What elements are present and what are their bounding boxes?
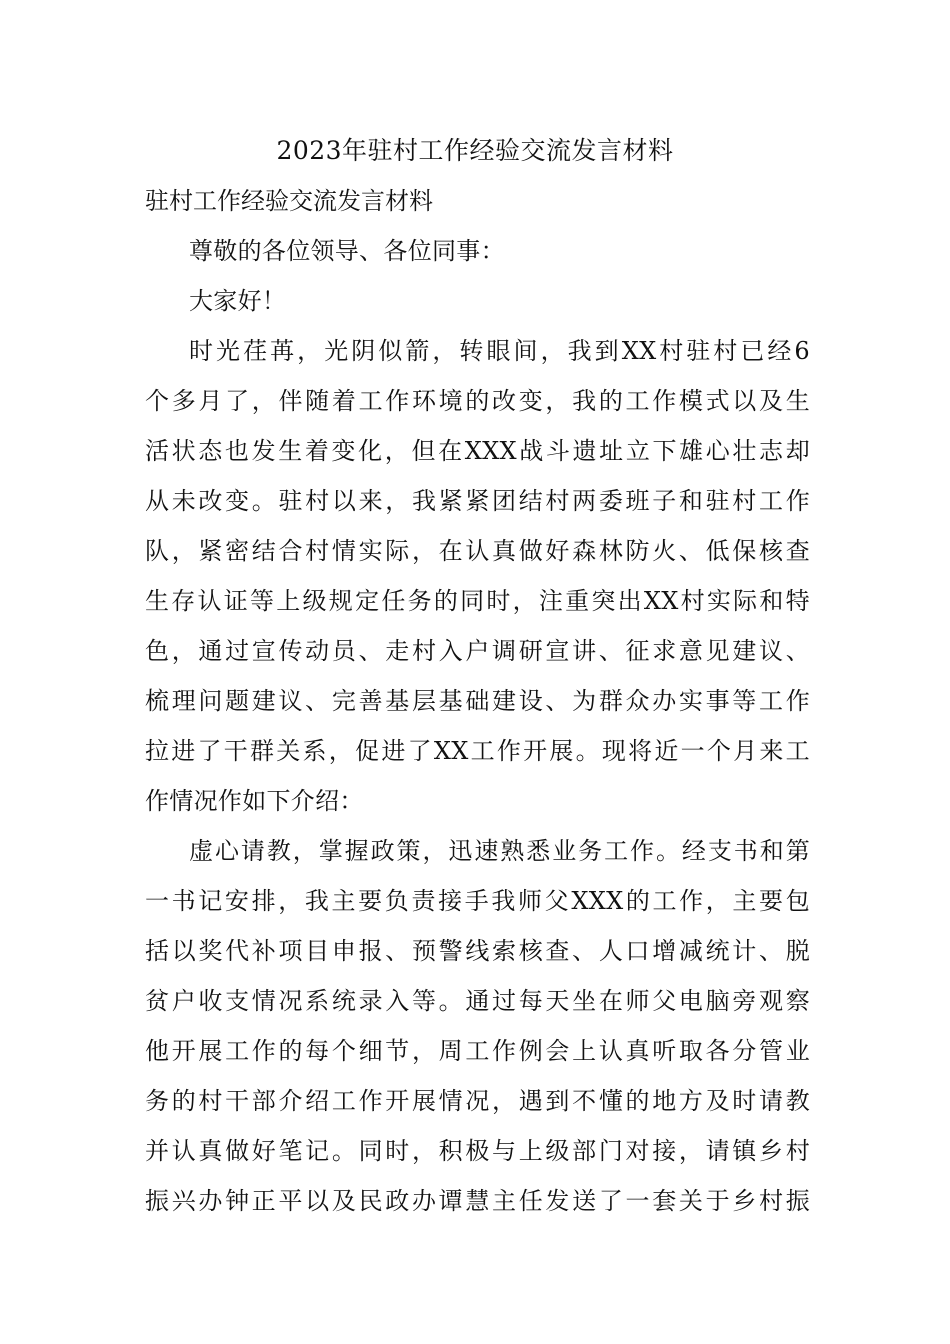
paragraph-line: 活状态也发生着变化，但在XXX战斗遗址立下雄心壮志却 <box>145 437 810 465</box>
paragraph-line: 生存认证等上级规定任务的同时，注重突出XX村实际和特 <box>145 587 810 615</box>
document-subtitle: 驻村工作经验交流发言材料 <box>145 187 433 215</box>
paragraph-line: 时光荏苒，光阴似箭，转眼间，我到XX村驻村已经6 <box>189 337 810 365</box>
paragraph-line: 务的村干部介绍工作开展情况，遇到不懂的地方及时请教 <box>145 1087 810 1115</box>
paragraph-line: 个多月了，伴随着工作环境的改变，我的工作模式以及生 <box>145 387 810 415</box>
paragraph-line: 色，通过宣传动员、走村入户调研宣讲、征求意见建议、 <box>145 637 810 665</box>
greeting-line: 尊敬的各位领导、各位同事： <box>189 237 505 265</box>
paragraph-line: 他开展工作的每个细节，周工作例会上认真听取各分管业 <box>145 1037 810 1065</box>
paragraph-line: 一书记安排，我主要负责接手我师父XXX的工作，主要包 <box>145 887 810 915</box>
paragraph-line: 振兴办钟正平以及民政办谭慧主任发送了一套关于乡村振 <box>145 1187 810 1215</box>
paragraph-line: 拉进了干群关系，促进了XX工作开展。现将近一个月来工 <box>145 737 810 765</box>
paragraph-line: 虚心请教，掌握政策，迅速熟悉业务工作。经支书和第 <box>189 837 810 865</box>
paragraph-line: 从未改变。驻村以来，我紧紧团结村两委班子和驻村工作 <box>145 487 810 515</box>
paragraph-line: 贫户收支情况系统录入等。通过每天坐在师父电脑旁观察 <box>145 987 810 1015</box>
paragraph-line: 括以奖代补项目申报、预警线索核查、人口增减统计、脱 <box>145 937 810 965</box>
paragraph-line: 作情况作如下介绍： <box>145 787 364 815</box>
paragraph-line: 并认真做好笔记。同时，积极与上级部门对接，请镇乡村 <box>145 1137 810 1165</box>
paragraph-line: 队，紧密结合村情实际，在认真做好森林防火、低保核查 <box>145 537 810 565</box>
hello-line: 大家好！ <box>189 287 287 315</box>
document-title: 2023年驻村工作经验交流发言材料 <box>276 136 674 165</box>
paragraph-line: 梳理问题建议、完善基层基础建设、为群众办实事等工作 <box>145 687 810 715</box>
